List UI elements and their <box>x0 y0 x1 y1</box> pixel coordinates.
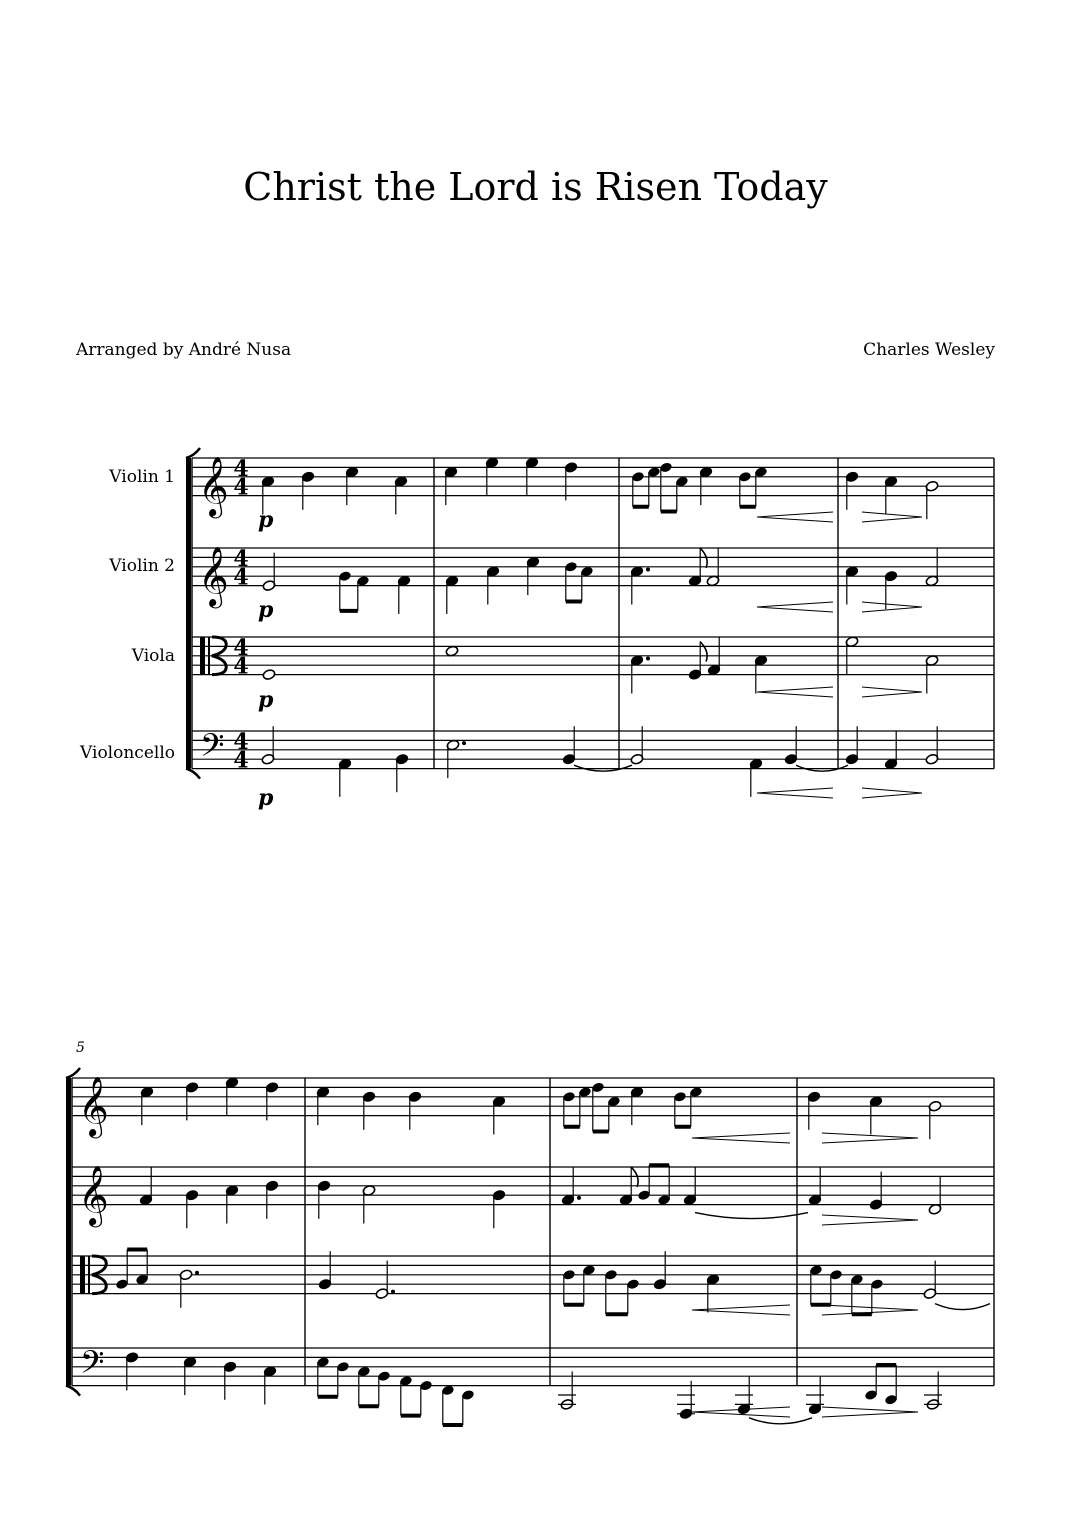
crescendo-hairpin <box>757 512 833 522</box>
dynamic-marking: p <box>258 785 274 811</box>
page-title: Christ the Lord is Risen Today <box>243 165 828 209</box>
crescendo-hairpin <box>692 1133 790 1143</box>
diminuendo-hairpin <box>822 1215 918 1225</box>
treble-clef-icon: 𝄞 <box>198 546 229 607</box>
measure-number: 5 <box>76 1040 85 1056</box>
bass-clef-icon: 𝄢 <box>200 726 225 771</box>
time-signature-numerator: 4 <box>233 728 249 755</box>
augmentation-dot <box>646 657 650 661</box>
augmentation-dot <box>391 1290 395 1294</box>
diminuendo-hairpin <box>862 687 922 697</box>
alto-clef-icon <box>200 637 205 675</box>
crescendo-hairpin <box>692 1305 790 1315</box>
augmentation-dot <box>646 568 650 572</box>
note-head <box>262 669 276 681</box>
tie <box>935 1304 990 1310</box>
augmentation-dot <box>577 1196 581 1200</box>
augmentation-dot <box>195 1271 199 1275</box>
tie <box>749 1418 812 1424</box>
diminuendo-hairpin <box>862 788 922 798</box>
diminuendo-hairpin <box>822 1407 918 1417</box>
dynamic-marking: p <box>258 507 274 533</box>
alto-clef-icon <box>88 1256 90 1294</box>
alto-clef-icon <box>208 637 210 675</box>
tie <box>695 1213 808 1219</box>
diminuendo-hairpin <box>822 1133 918 1143</box>
bracket-bottom-hook <box>66 1386 80 1396</box>
time-signature-numerator: 4 <box>233 634 249 661</box>
crescendo-hairpin <box>757 687 833 697</box>
bracket-bottom-hook <box>186 769 200 779</box>
system-bracket <box>186 458 191 769</box>
diminuendo-hairpin <box>862 512 922 522</box>
crescendo-hairpin <box>757 788 833 798</box>
time-signature-numerator: 4 <box>233 455 249 482</box>
composer-credit: Charles Wesley <box>863 340 995 360</box>
diminuendo-hairpin <box>862 602 922 612</box>
crescendo-hairpin <box>757 602 833 612</box>
time-signature-denominator: 4 <box>233 747 249 774</box>
bass-clef-icon: 𝄢 <box>80 1343 105 1388</box>
arranger-credit: Arranged by André Nusa <box>76 340 292 360</box>
augmentation-dot <box>462 741 466 745</box>
instrument-label-violin-2: Violin 2 <box>109 556 175 576</box>
instrument-label-viola: Viola <box>131 646 175 666</box>
note-flag <box>700 642 707 662</box>
instrument-label-violoncello: Violoncello <box>80 743 175 763</box>
system-bracket <box>66 1078 71 1386</box>
treble-clef-icon: 𝄞 <box>198 456 229 517</box>
dynamic-marking: p <box>258 687 274 713</box>
time-signature-denominator: 4 <box>233 474 249 501</box>
treble-clef-icon: 𝄞 <box>78 1076 109 1137</box>
instrument-label-violin-1: Violin 1 <box>109 467 175 487</box>
time-signature-denominator: 4 <box>233 653 249 680</box>
time-signature-denominator: 4 <box>233 564 249 591</box>
time-signature-numerator: 4 <box>233 545 249 572</box>
alto-clef-icon <box>80 1256 85 1294</box>
treble-clef-icon: 𝄞 <box>78 1165 109 1226</box>
dynamic-marking: p <box>258 597 274 623</box>
